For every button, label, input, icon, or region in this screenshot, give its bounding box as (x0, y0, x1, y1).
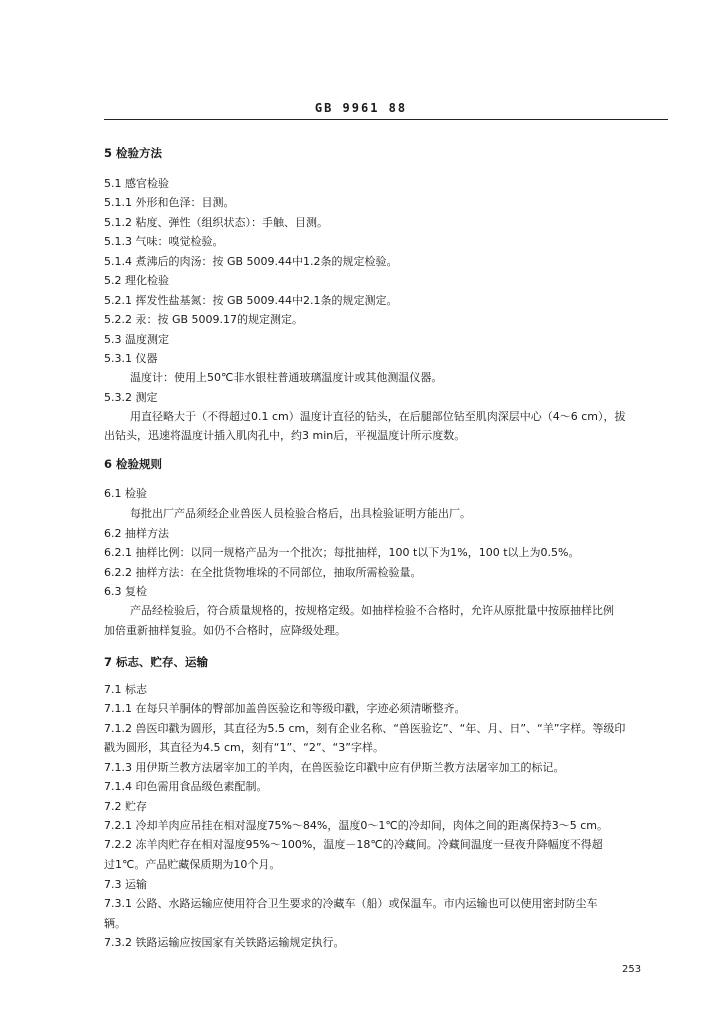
text-line: 5.3.1 仪器 (104, 352, 158, 365)
section-heading: 6 检验规则 (104, 457, 163, 471)
text-line: 加倍重新抽样复验。如仍不合格时，应降级处理。 (104, 624, 346, 637)
text-line: 7.3 运输 (104, 878, 147, 891)
text-line: 5.1.2 粘度、弹性（组织状态）：手触、目测。 (104, 216, 328, 229)
section-heading: 5 检验方法 (104, 146, 163, 160)
text-line: 辆。 (104, 917, 126, 930)
text-line: 7.1 标志 (104, 683, 147, 696)
text-line: 5.3.2 测定 (104, 391, 158, 404)
text-line: 7.1.2 兽医印戳为圆形，其直径为5.5 cm，刻有企业名称、“兽医验讫”、“年、月、日”、“羊”字样。等级印 (104, 722, 626, 735)
text-line: 7.2.2 冻羊肉贮存在相对湿度95%～100%，温度－18℃的冷藏间。冷藏间温度一昼夜升降幅度不得超 (104, 838, 603, 851)
text-line: 5.1.1 外形和色泽：目测。 (104, 196, 235, 209)
text-line: 出钻头，迅速将温度计插入肌肉孔中，约3 min后，平视温度计所示度数。 (104, 429, 466, 442)
text-line: 5.1.4 煮沸后的肉汤：按 GB 5009.44中1.2条的规定检验。 (104, 255, 398, 268)
page-number: 253 (622, 964, 642, 975)
header-rule (104, 119, 668, 120)
text-line: 7.2.1 冷却羊肉应吊挂在相对湿度75%～84%，温度0～1℃的冷却间，肉体之间的距离保持3～5 cm。 (104, 819, 608, 832)
text-line: 6.2.2 抽样方法：在全批货物堆垛的不同部位，抽取所需检验量。 (104, 566, 422, 579)
text-line: 5.3 温度测定 (104, 333, 169, 346)
text-line: 过1℃。产品贮藏保质期为10个月。 (104, 858, 281, 871)
text-line: 7.1.4 印色需用食品级色素配制。 (104, 780, 268, 793)
text-line: 用直径略大于（不得超过0.1 cm）温度计直径的钻头，在后腿部位钻至肌肉深层中心（4～6 cm），拔 (130, 410, 626, 423)
text-line: 5.2.2 汞：按 GB 5009.17的规定测定。 (104, 313, 304, 326)
text-line: 5.2.1 挥发性盐基氮：按 GB 5009.44中2.1条的规定测定。 (104, 294, 398, 307)
text-line: 5.2 理化检验 (104, 274, 169, 287)
text-line: 6.2 抽样方法 (104, 527, 169, 540)
text-line: 6.3 复检 (104, 585, 147, 598)
section-heading: 7 标志、贮存、运输 (104, 655, 209, 669)
text-line: 7.3.1 公路、水路运输应使用符合卫生要求的冷藏车（船）或保温车。市内运输也可以使用密封防尘车 (104, 897, 598, 910)
standard-code-header: GB 9961 88 (314, 101, 408, 115)
text-line: 6.1 检验 (104, 487, 147, 500)
text-line: 7.3.2 铁路运输应按国家有关铁路运输规定执行。 (104, 936, 345, 949)
text-line: 7.2 贮存 (104, 800, 147, 813)
text-line: 6.2.1 抽样比例：以同一规格产品为一个批次；每批抽样，100 t以下为1%，100 t以上为0.5%。 (104, 546, 580, 559)
text-line: 产品经检验后，符合质量规格的，按规格定级。如抽样检验不合格时，允许从原批量中按原抽样比例 (130, 604, 614, 617)
text-line: 5.1 感官检验 (104, 177, 169, 190)
text-line: 5.1.3 气味：嗅觉检验。 (104, 235, 224, 248)
text-line: 7.1.1 在每只羊胴体的臀部加盖兽医验讫和等级印戳，字迹必须清晰整齐。 (104, 702, 466, 715)
text-line: 7.1.3 用伊斯兰教方法屠宰加工的羊肉，在兽医验讫印戳中应有伊斯兰教方法屠宰加工的标记。 (104, 761, 565, 774)
text-line: 戳为圆形，其直径为4.5 cm，刻有“1”、“2”、“3”字样。 (104, 741, 384, 754)
text-line: 每批出厂产品须经企业兽医人员检验合格后，出具检验证明方能出厂。 (130, 507, 471, 520)
text-line: 温度计：使用上50℃非水银柱普通玻璃温度计或其他测温仪器。 (130, 371, 443, 384)
